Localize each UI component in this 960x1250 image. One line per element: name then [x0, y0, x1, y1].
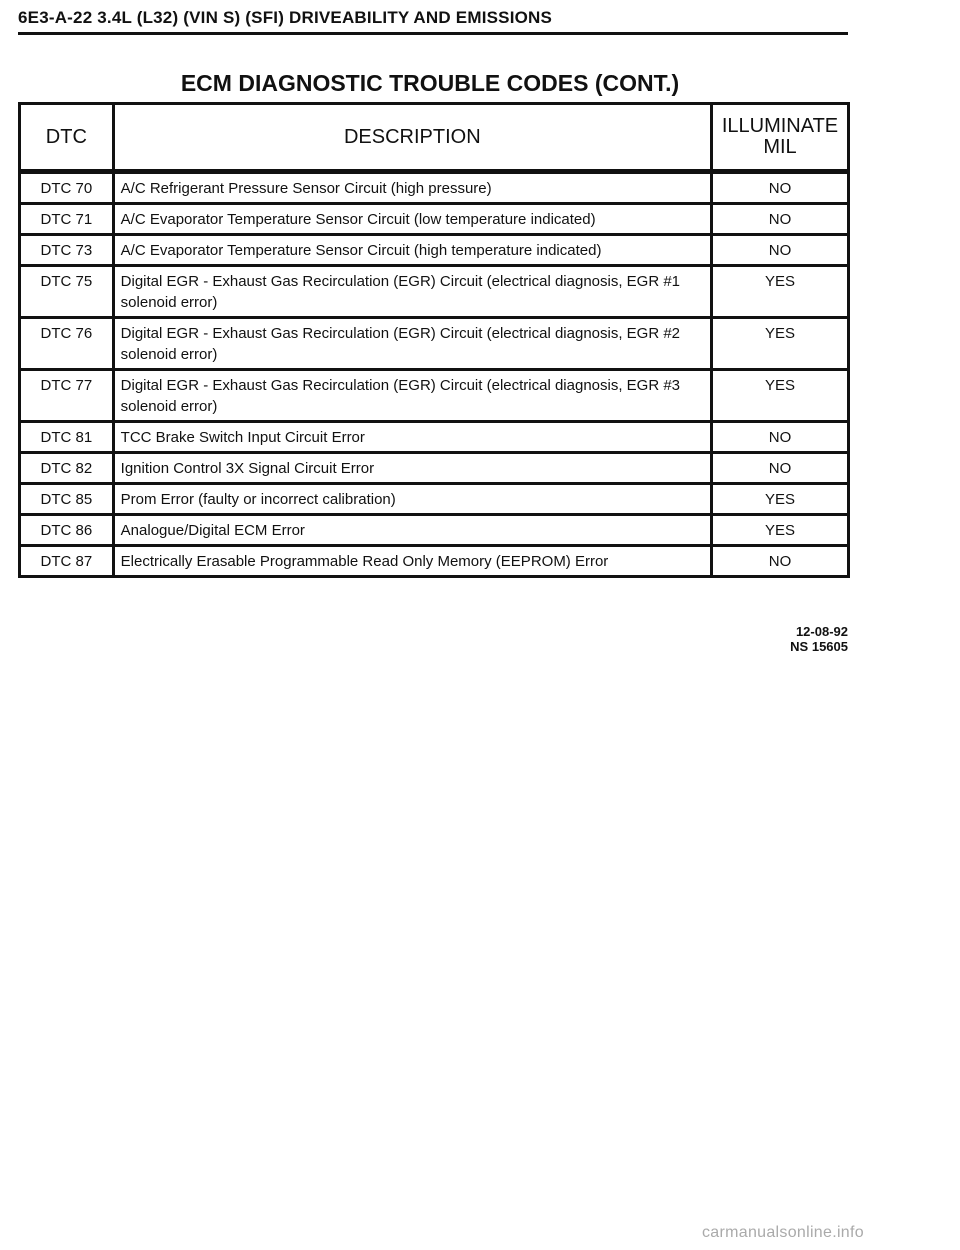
mil-value: YES	[712, 484, 849, 515]
table-row	[20, 266, 849, 318]
dtc-description: Digital EGR - Exhaust Gas Recirculation (EGR) Circuit (electrical diagnosis, EGR #1 solenoid error)	[113, 266, 711, 318]
mil-value: NO	[712, 422, 849, 453]
dtc-description: Ignition Control 3X Signal Circuit Error	[113, 453, 711, 484]
dtc-code: DTC 73	[20, 235, 114, 266]
table-row	[20, 484, 849, 515]
document-date: 12-08-92	[795, 624, 848, 639]
document-reference	[720, 624, 848, 654]
table-row	[20, 172, 849, 204]
table-row	[20, 422, 849, 453]
table-row	[20, 546, 849, 577]
mil-value: YES	[712, 318, 849, 370]
table-row	[20, 370, 849, 422]
dtc-description: Analogue/Digital ECM Error	[113, 515, 711, 546]
dtc-code: DTC 76	[20, 318, 114, 370]
table-row	[20, 515, 849, 546]
dtc-code: DTC 77	[20, 370, 114, 422]
dtc-code: DTC 86	[20, 515, 114, 546]
dtc-description: Digital EGR - Exhaust Gas Recirculation (EGR) Circuit (electrical diagnosis, EGR #2 solenoid error)	[113, 318, 711, 370]
document-number: NS 15605	[790, 639, 848, 654]
table-row	[20, 235, 849, 266]
dtc-code: DTC 82	[20, 453, 114, 484]
dtc-description: Digital EGR - Exhaust Gas Recirculation (EGR) Circuit (electrical diagnosis, EGR #3 solenoid error)	[113, 370, 711, 422]
table-row	[20, 318, 849, 370]
dtc-code: DTC 87	[20, 546, 114, 577]
dtc-description: A/C Evaporator Temperature Sensor Circuit (low temperature indicated)	[113, 204, 711, 235]
mil-value: YES	[712, 266, 849, 318]
table-header-row	[20, 104, 849, 172]
header-mil-line2: MIL	[763, 136, 797, 158]
mil-value: NO	[712, 204, 849, 235]
dtc-code: DTC 70	[20, 172, 114, 204]
dtc-code: DTC 81	[20, 422, 114, 453]
table-row	[20, 453, 849, 484]
table-row	[20, 204, 849, 235]
header-description: DESCRIPTION	[113, 104, 711, 172]
mil-value: YES	[712, 370, 849, 422]
dtc-description: A/C Evaporator Temperature Sensor Circuit (high temperature indicated)	[113, 235, 711, 266]
site-watermark: carmanualsonline.info	[702, 1224, 864, 1241]
header-dtc: DTC	[20, 104, 114, 172]
dtc-code: DTC 85	[20, 484, 114, 515]
header-illuminate-mil	[712, 104, 849, 172]
dtc-description: Prom Error (faulty or incorrect calibration)	[113, 484, 711, 515]
section-title: ECM DIAGNOSTIC TROUBLE CODES (CONT.)	[180, 70, 680, 96]
dtc-code: DTC 75	[20, 266, 114, 318]
dtc-description: A/C Refrigerant Pressure Sensor Circuit (high pressure)	[113, 172, 711, 204]
dtc-description: Electrically Erasable Programmable Read Only Memory (EEPROM) Error	[113, 546, 711, 577]
dtc-code: DTC 71	[20, 204, 114, 235]
header-mil-line1: ILLUMINATE	[721, 115, 839, 137]
dtc-description: TCC Brake Switch Input Circuit Error	[113, 422, 711, 453]
mil-value: NO	[712, 546, 849, 577]
dtc-table	[18, 102, 850, 578]
mil-value: YES	[712, 515, 849, 546]
mil-value: NO	[712, 453, 849, 484]
mil-value: NO	[712, 172, 849, 204]
mil-value: NO	[712, 235, 849, 266]
page-header: 6E3-A-22 3.4L (L32) (VIN S) (SFI) DRIVEABILITY AND EMISSIONS	[18, 8, 848, 35]
